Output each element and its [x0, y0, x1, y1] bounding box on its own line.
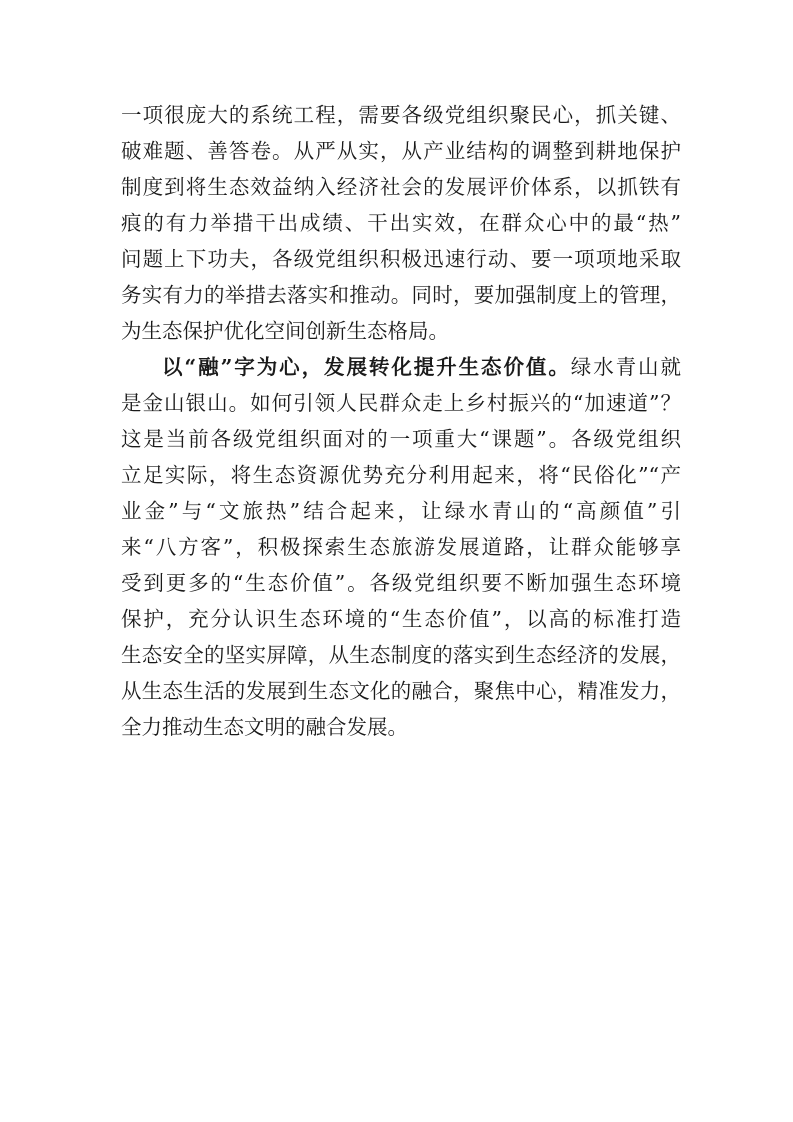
paragraph-line: 为生态保护优化空间创新生态格局。	[121, 319, 449, 343]
paragraph-line: 来“八方客”，积极探索生态旅游发展道路，让群众能够享	[121, 535, 681, 559]
paragraph-line: 生态安全的坚实屏障，从生态制度的落实到生态经济的发展，	[121, 643, 681, 667]
paragraph-line: 破难题、善答卷。从严从实，从产业结构的调整到耕地保护	[121, 139, 681, 163]
paragraph-heading: 以“融”字为心，发展转化提升生态价值。	[162, 355, 571, 379]
paragraph-line: 受到更多的“生态价值”。各级党组织要不断加强生态环境	[121, 571, 681, 595]
paragraph-line: 是金山银山。如何引领人民群众走上乡村振兴的“加速道”？	[121, 391, 681, 415]
paragraph-line: 痕的有力举措干出成绩、干出实效，在群众心中的最“热”	[121, 211, 681, 235]
paragraph-line: 业金”与“文旅热”结合起来，让绿水青山的“高颜值”引	[121, 499, 681, 523]
paragraph-line: 立足实际，将生态资源优势充分利用起来，将“民俗化”“产	[121, 463, 681, 487]
paragraph-line: 从生态生活的发展到生态文化的融合，聚焦中心，精准发力，	[121, 679, 681, 703]
paragraph-line: 务实有力的举措去落实和推动。同时，要加强制度上的管理，	[121, 283, 681, 307]
paragraph-first-line	[162, 352, 681, 382]
paragraph-line: 一项很庞大的系统工程，需要各级党组织聚民心，抓关键、	[121, 103, 681, 127]
paragraph-line: 问题上下功夫，各级党组织积极迅速行动、要一项项地采取	[121, 247, 681, 271]
paragraph-heading-continuation: 绿水青山就	[570, 355, 681, 379]
paragraph-line: 全力推动生态文明的融合发展。	[121, 715, 408, 739]
paragraph-line: 保护，充分认识生态环境的“生态价值”，以高的标准打造	[121, 607, 681, 631]
paragraph-line: 制度到将生态效益纳入经济社会的发展评价体系，以抓铁有	[121, 175, 681, 199]
paragraph-line: 这是当前各级党组织面对的一项重大“课题”。各级党组织	[121, 427, 681, 451]
